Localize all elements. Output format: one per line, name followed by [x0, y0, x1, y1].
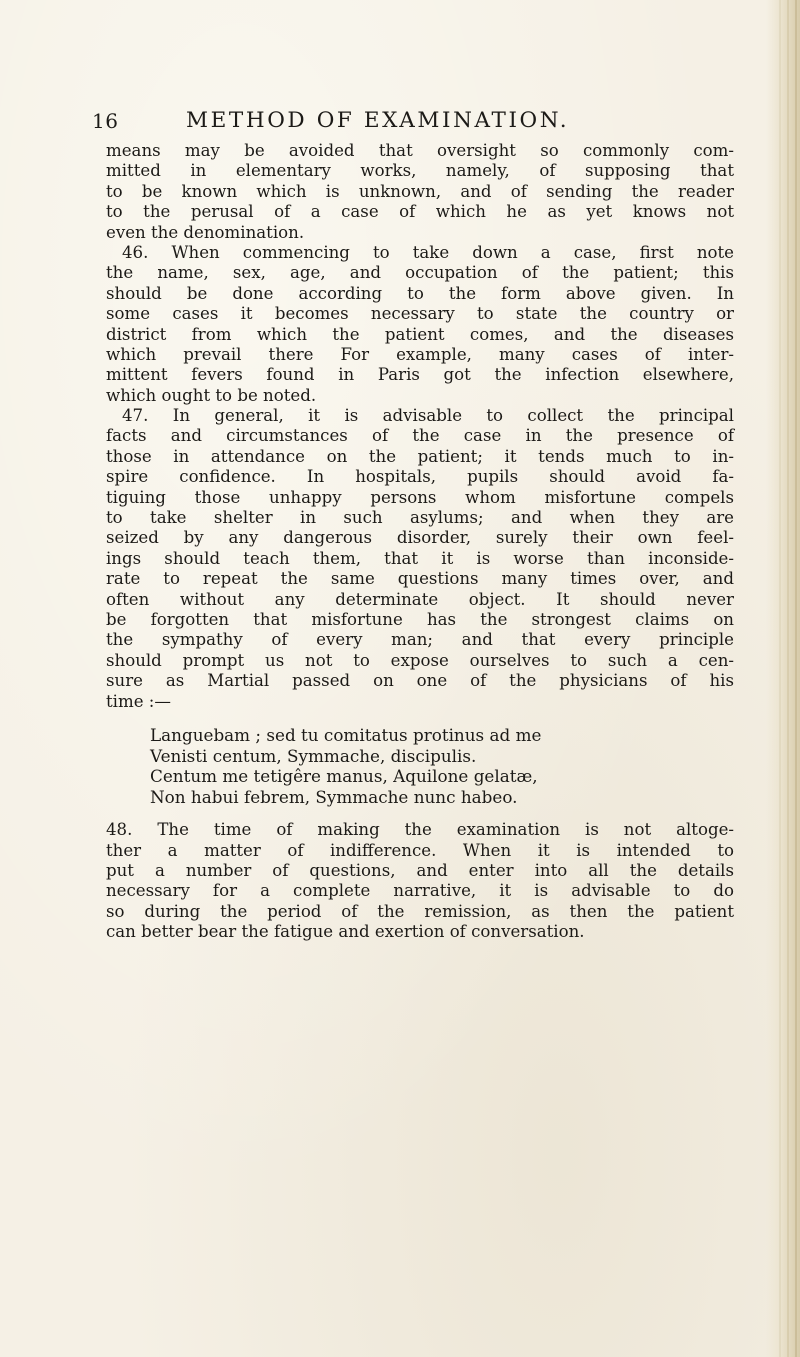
verse-line: Centum me tetigêre manus, Aquilone gelatæ, — [150, 766, 538, 787]
text-line: ings should teach them, that it is worse than inconside- — [106, 548, 734, 568]
text-line: necessary for a complete narrative, it is advisable to do — [106, 881, 734, 901]
page-number: 16 — [92, 109, 119, 133]
text-line: to the perusal of a case of which he as yet knows not — [106, 202, 734, 222]
text-line: often without any determinate object. It should never — [106, 589, 734, 609]
text-line: which prevail there For example, many cases of inter- — [106, 344, 734, 364]
text-line: sure as Martial passed on one of the physicians of his — [106, 671, 734, 691]
spacer — [106, 807, 734, 820]
text-line: should be done according to the form above given. In — [106, 283, 734, 303]
section-46 — [106, 243, 734, 406]
verse-line: Venisti centum, Symmache, discipulis. — [150, 745, 477, 766]
body-text — [106, 141, 734, 943]
page-edge-shadow — [766, 0, 800, 1357]
text-line: 47. In general, it is advisable to collect the principal — [122, 406, 734, 426]
text-line: mitted in elementary works, namely, of supposing that — [106, 161, 734, 181]
page-header — [92, 108, 722, 142]
text-line: which ought to be noted. — [106, 385, 317, 405]
text-line: rate to repeat the same questions many times over, and — [106, 569, 734, 589]
text-line: even the denomination. — [106, 222, 305, 242]
paragraph-continuation — [106, 141, 734, 243]
text-line: can better bear the fatigue and exertion of conversation. — [106, 922, 585, 942]
spacer — [106, 712, 734, 725]
section-48 — [106, 820, 734, 942]
section-47 — [106, 406, 734, 712]
text-line: facts and circumstances of the case in the presence of — [106, 426, 734, 446]
text-line: the sympathy of every man; and that every principle — [106, 630, 734, 650]
text-line: the name, sex, age, and occupation of the patient; this — [106, 263, 734, 283]
text-line: some cases it becomes necessary to state the country or — [106, 304, 734, 324]
text-line: should prompt us not to expose ourselves to such a cen- — [106, 650, 734, 670]
text-line: be forgotten that misfortune has the strongest claims on — [106, 609, 734, 629]
text-line: district from which the patient comes, and the diseases — [106, 324, 734, 344]
text-line: time :— — [106, 691, 171, 711]
edge-line — [779, 0, 781, 1357]
text-line: 46. When commencing to take down a case, first note — [122, 242, 734, 262]
edge-line — [787, 0, 789, 1357]
text-line: those in attendance on the patient; it tends much to in- — [106, 446, 734, 466]
text-line: seized by any dangerous disorder, surely their own feel- — [106, 528, 734, 548]
verse-line: Non habui febrem, Symmache nunc habeo. — [150, 786, 518, 807]
edge-line — [795, 0, 797, 1357]
text-line: means may be avoided that oversight so commonly com- — [106, 141, 734, 160]
text-line: to be known which is unknown, and of sending the reader — [106, 181, 734, 201]
text-line: mittent fevers found in Paris got the infection elsewhere, — [106, 365, 734, 385]
latin-epigram — [106, 725, 734, 807]
text-line: tiguing those unhappy persons whom misfortune compels — [106, 487, 734, 507]
verse-line: Languebam ; sed tu comitatus protinus ad me — [150, 724, 542, 745]
text-line: ther a matter of indifference. When it is intended to — [106, 840, 734, 860]
text-line: spire confidence. In hospitals, pupils should avoid fa- — [106, 467, 734, 487]
text-line: 48. The time of making the examination is not altoge- — [106, 820, 734, 840]
text-line: to take shelter in such asylums; and when they are — [106, 508, 734, 528]
text-line: put a number of questions, and enter into all the details — [106, 861, 734, 881]
text-line: so during the period of the remission, as then the patient — [106, 901, 734, 921]
running-head: METHOD OF EXAMINATION. — [186, 108, 570, 133]
